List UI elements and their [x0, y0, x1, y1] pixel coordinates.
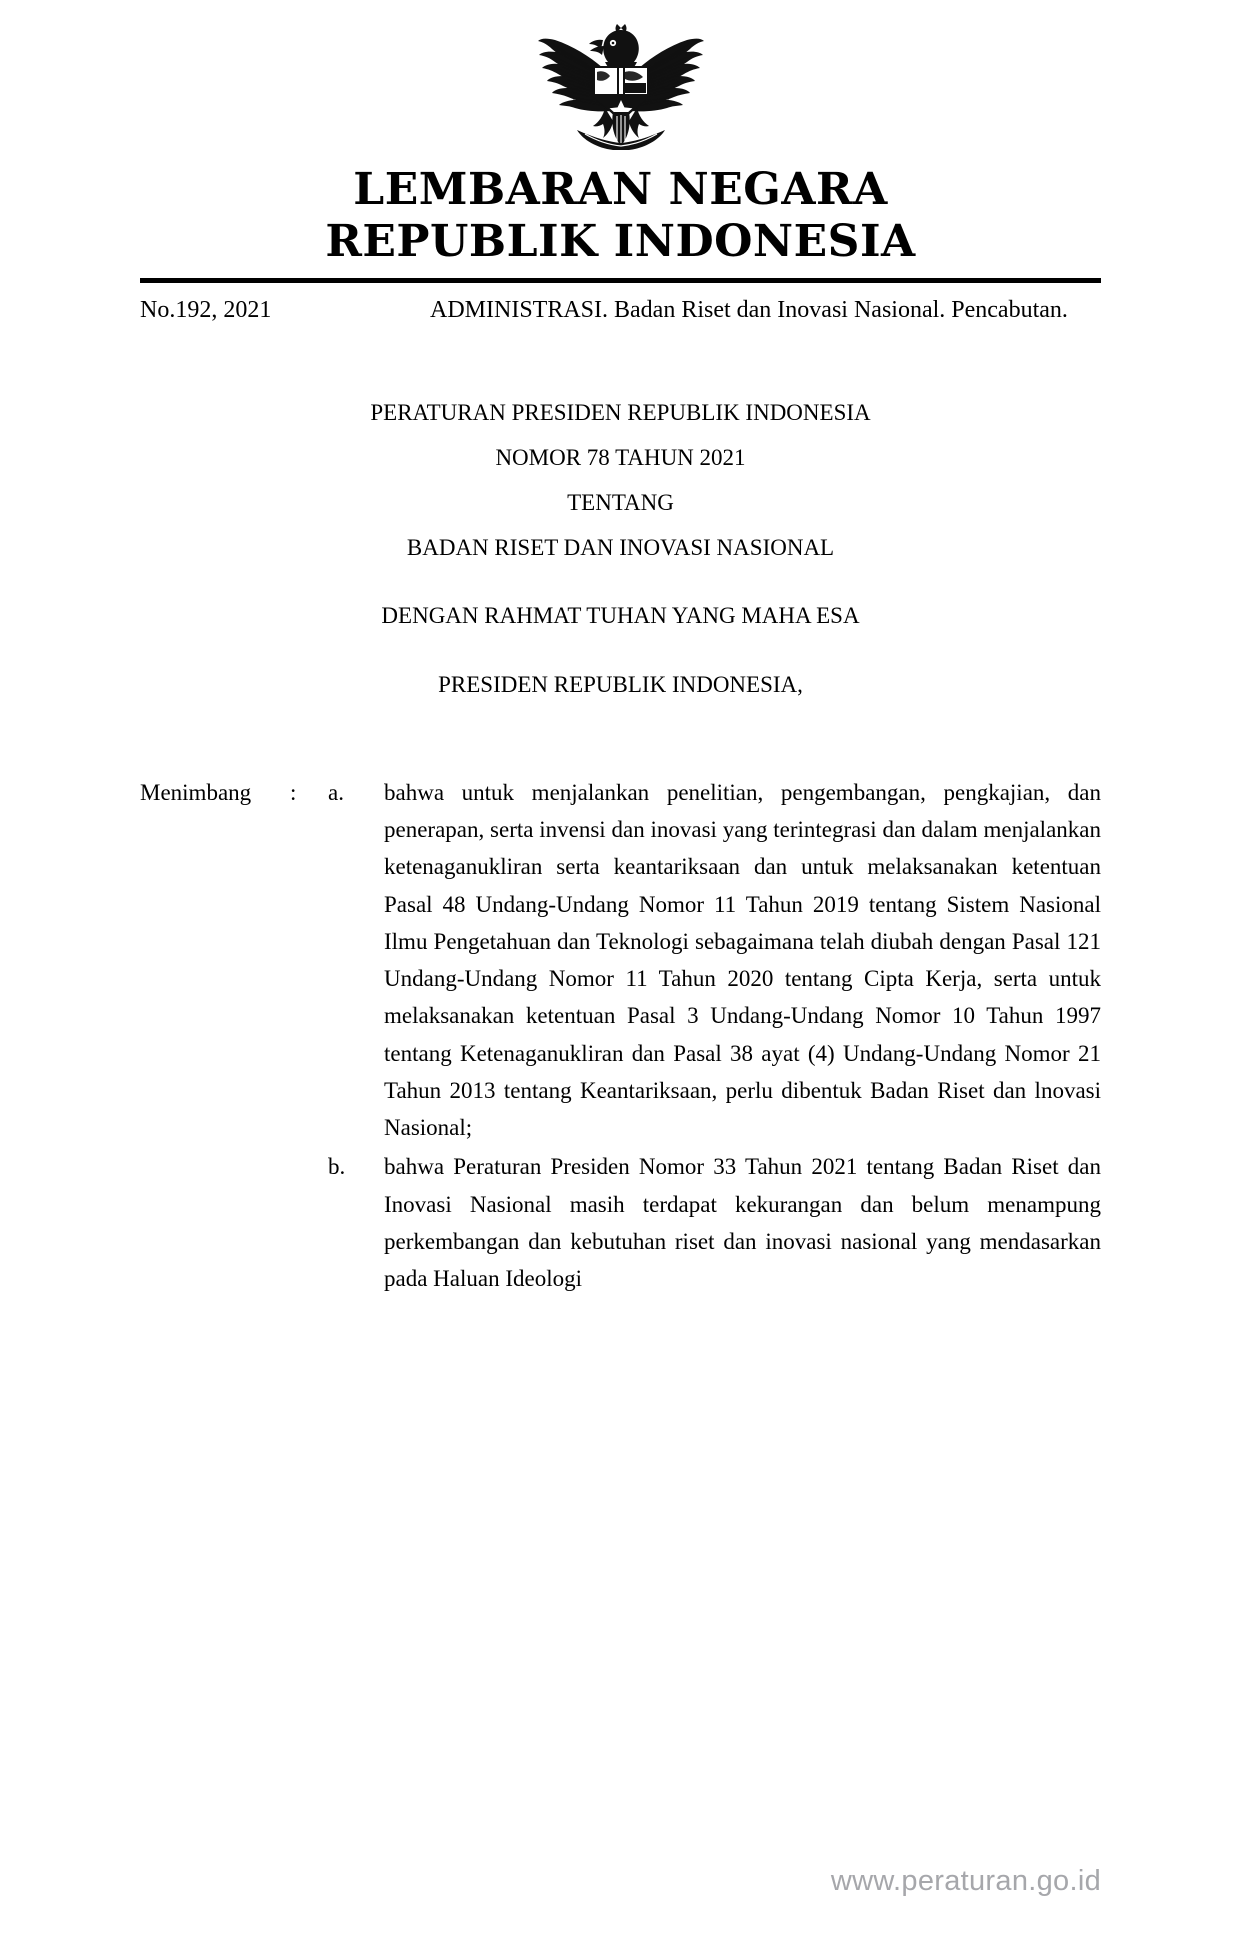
masthead-line-2: REPUBLIK INDONESIA: [325, 215, 916, 267]
considering-items: [328, 774, 1101, 1300]
masthead-line-1: LEMBARAN NEGARA: [353, 164, 888, 215]
garuda-pancasila-emblem-icon: [533, 12, 709, 150]
heading-line-1: PERATURAN PRESIDEN REPUBLIK INDONESIA: [370, 399, 871, 425]
considering-colon: :: [290, 779, 297, 805]
heading-line-6: PRESIDEN REPUBLIK INDONESIA,: [438, 671, 803, 697]
considering-label: Menimbang: [140, 779, 252, 805]
heading-line-2: NOMOR 78 TAHUN 2021: [495, 444, 746, 470]
heading-line-3: TENTANG: [567, 489, 674, 515]
gazette-subject: ADMINISTRASI. Badan Riset dan Inovasi Nasional. Pencabutan.: [430, 296, 1068, 323]
considering-section: [140, 774, 1101, 1300]
heading-line-4: BADAN RISET DAN INOVASI NASIONAL: [406, 534, 835, 560]
considering-item: [328, 1148, 1101, 1297]
emblem-container: [0, 0, 1241, 150]
considering-item: [328, 774, 1101, 1147]
considering-item-marker: b.: [328, 1154, 346, 1180]
heading-line-5: DENGAN RAHMAT TUHAN YANG MAHA ESA: [381, 602, 860, 628]
masthead: [0, 164, 1241, 268]
regulation-heading: [0, 401, 1241, 696]
considering-item-text: bahwa untuk menjalankan penelitian, pengembangan, pengkajian, dan penerapan, serta invensi dan inovasi yang terintegrasi dan dalam menjalankan ketenaganukliran serta keantariksaan dan untuk melaksanakan ketentuan Pasal 48 Undang-Undang Nomor 11 Tahun 2019 tentang Sistem Nasional Ilmu Pengetahuan dan Teknologi sebagaimana telah diubah dengan Pasal 121 Undang-Undang Nomor 11 Tahun 2020 tentang Cipta Kerja, serta untuk melaksanakan ketentuan Pasal 3 Undang-Undang Nomor 10 Tahun 1997 tentang Ketenaganukliran dan Pasal 38 ayat (4) Undang-Undang Nomor 21 Tahun 2013 tentang Keantariksaan, perlu dibentuk Badan Riset dan lnovasi Nasional;: [384, 779, 1101, 1141]
masthead-divider: [140, 278, 1101, 283]
footer-watermark: www.peraturan.go.id: [830, 1865, 1101, 1897]
gazette-number: No.192, 2021: [140, 296, 272, 323]
considering-item-marker: a.: [328, 779, 344, 805]
gazette-info-row: [140, 293, 1101, 327]
considering-item-text: bahwa Peraturan Presiden Nomor 33 Tahun 2021 tentang Badan Riset dan Inovasi Nasional masih terdapat kekurangan dan belum menampung perkembangan dan kebutuhan riset dan inovasi nasional yang mendasarkan pada Haluan Ideologi: [384, 1154, 1101, 1292]
